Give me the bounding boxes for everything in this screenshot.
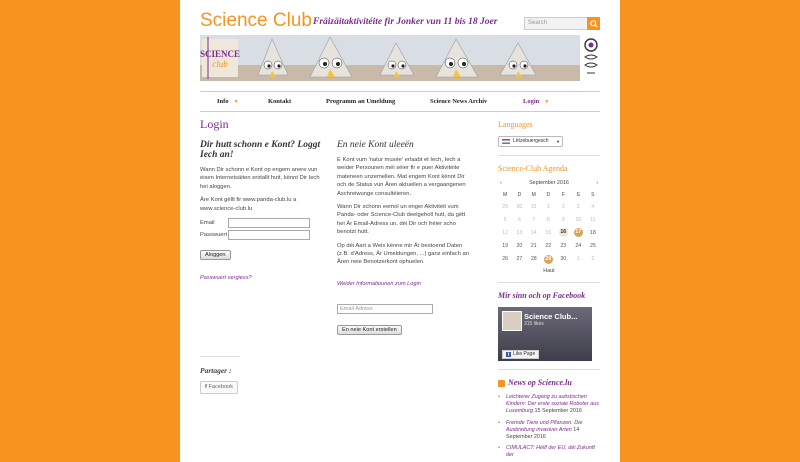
password-field[interactable] xyxy=(228,230,310,240)
calendar-month: September 2016 xyxy=(529,180,569,186)
calendar-day: 8 xyxy=(546,216,550,223)
news-link[interactable]: Leichterer Zugang zu autistischen Kindern: Der erste soziale Roboter aus Luxemburg xyxy=(506,393,599,415)
register-para-2: Wann Dir schonn eemol un enger Aktivitéit vum Panda- oder Science-Club deelgeholl hutt, da gëtt hei Är Email-Adress un, déi Dir och fréier scho benotzt hutt. xyxy=(337,204,466,236)
facebook-likes: 315 likes xyxy=(524,320,544,327)
news-link[interactable]: CIMULACT: Hëllf der EU, déi Zukunft der xyxy=(506,445,595,459)
calendar-week xyxy=(498,226,600,239)
register-para-1: E Kont vum 'natur musée' erlaabt et Iech, Iech a weider Persounen méi séier fir e puer Aktivitéite mateneen unzemellen. Mat engem Kont kënnt Dir och de Status vun Ären aktuellen a vergaangenen Aschreiwunge consultéieren. xyxy=(337,157,466,197)
facebook-like-button[interactable] xyxy=(502,350,539,359)
facebook-icon: f xyxy=(205,384,207,390)
news-item xyxy=(498,445,600,459)
divider xyxy=(200,356,240,357)
email-field[interactable] xyxy=(228,218,310,228)
languages-title: Languages xyxy=(498,120,533,129)
calendar-day: 2 xyxy=(591,256,595,263)
calendar-day: 14 xyxy=(530,229,537,236)
chevron-down-icon: ▼ xyxy=(233,100,239,105)
natur-musee-logo[interactable] xyxy=(582,35,600,81)
facebook-title: Mir sinn och op Facebook xyxy=(498,290,586,300)
agenda-title: Science-Club Agenda xyxy=(498,164,568,173)
calendar-week xyxy=(498,240,600,253)
login-section xyxy=(200,140,328,284)
calendar-header xyxy=(498,180,600,186)
nav-item-info[interactable] xyxy=(217,92,239,111)
nav-item-kontakt[interactable] xyxy=(268,92,291,111)
calendar-day: 30 xyxy=(516,203,523,210)
calendar-day: 28 xyxy=(530,256,537,263)
password-row xyxy=(200,230,328,242)
calendar-day: 22 xyxy=(545,243,552,250)
search-button[interactable] xyxy=(587,17,600,30)
facebook-page-thumbnail xyxy=(502,311,522,331)
nav-item-label: Kontakt xyxy=(268,98,292,105)
news-link[interactable]: Fremde Tiere und Pflanzen: Die Ausbreitung invasiver Arten xyxy=(506,419,583,433)
email-label: Email xyxy=(200,220,215,227)
facebook-widget[interactable] xyxy=(498,307,592,361)
like-label: Like Page xyxy=(513,350,536,357)
calendar-weekday: D xyxy=(517,191,522,198)
calendar-weekday: S xyxy=(576,191,580,198)
banner-image xyxy=(200,35,580,81)
facebook-icon: f xyxy=(507,351,510,357)
divider xyxy=(498,369,600,370)
calendar-day: 1 xyxy=(576,256,580,263)
more-info-link[interactable]: Weider Informatiounen zum Login xyxy=(337,280,421,287)
email-row xyxy=(200,218,328,230)
calendar-day: 23 xyxy=(560,243,567,250)
calendar-day: 3 xyxy=(576,203,580,210)
calendar-week xyxy=(498,213,600,226)
calendar-weekday: M xyxy=(503,191,508,198)
calendar-day: 11 xyxy=(590,216,596,223)
language-selected: Lëtzebuergesch xyxy=(513,138,549,144)
calendar-week xyxy=(498,253,600,266)
calendar-day: 26 xyxy=(502,256,509,263)
login-valid-note: Äre Kont gëllt fir www.panda-club.lu a www.science-club.lu xyxy=(200,197,297,212)
calendar-weekday: D xyxy=(546,191,551,198)
calendar-week xyxy=(498,200,600,213)
svg-text:SCIENCE: SCIENCE xyxy=(200,49,241,59)
calendar-day: 27 xyxy=(516,256,523,263)
news-list xyxy=(498,394,600,460)
calendar-weekday: M xyxy=(531,191,536,198)
share-facebook-label: Facebook xyxy=(208,384,234,390)
calendar-day: 2 xyxy=(561,203,565,210)
calendar-day: 31 xyxy=(530,203,537,210)
nav-item-login[interactable] xyxy=(523,92,549,111)
calendar-day: 20 xyxy=(516,243,523,250)
main-nav xyxy=(200,91,600,112)
news-title-label: News op Science.lu xyxy=(508,377,572,387)
news-item xyxy=(498,394,600,416)
calendar-day: 10 xyxy=(575,216,582,223)
calendar-day: 7 xyxy=(532,216,536,223)
forgot-password-link[interactable]: Passwuert vergiess? xyxy=(200,275,252,282)
create-account-button[interactable]: En neie Kont erstellen xyxy=(337,325,402,335)
calendar-day[interactable]: 29 xyxy=(545,255,552,262)
search-icon xyxy=(590,20,598,28)
register-para-3: Op déi Aart a Weis kënne mir Är bestoend Daten (z.B. d'Adress, Är Umeldungen, ...) ganz einfach an Ären neie Benotzerkont ophuelen. xyxy=(337,242,469,266)
register-section xyxy=(337,140,472,336)
share-title: Partager : xyxy=(200,366,232,375)
calendar-day[interactable]: 17 xyxy=(575,229,582,236)
nav-item-label: Info xyxy=(217,98,229,105)
header-banner xyxy=(200,35,580,81)
news-date: 15 September 2016 xyxy=(532,408,582,415)
flag-lu-icon xyxy=(502,139,510,144)
news-item xyxy=(498,420,600,442)
nav-item-programm[interactable] xyxy=(326,92,395,111)
nav-item-label: Login xyxy=(523,98,540,105)
search-input[interactable]: Search xyxy=(524,17,591,30)
calendar-weekday: S xyxy=(591,191,595,198)
calendar-day: 12 xyxy=(502,229,509,236)
calendar-day: 5 xyxy=(503,216,507,223)
divider xyxy=(498,155,600,156)
page-title: Login xyxy=(200,117,229,131)
facebook-page-name[interactable]: Science Club... xyxy=(524,311,578,321)
calendar-day: 13 xyxy=(516,229,523,236)
calendar-next-button[interactable]: › xyxy=(596,180,598,186)
calendar-day: 25 xyxy=(589,243,596,250)
chevron-down-icon: ▼ xyxy=(544,100,550,105)
calendar-day: 4 xyxy=(591,203,595,210)
calendar-day: 6 xyxy=(517,216,521,223)
login-heading: Dir hutt schonn e Kont? Loggt Iech an! xyxy=(200,140,321,160)
news-date: 14 September 2016 xyxy=(506,426,580,440)
password-label: Passwuert xyxy=(200,232,228,239)
calendar-day: 21 xyxy=(530,243,537,250)
calendar-prev-button[interactable]: ‹ xyxy=(500,180,502,186)
nav-item-label: Programm an Umeldung xyxy=(326,98,396,105)
calendar-day: 29 xyxy=(502,203,509,210)
news-title xyxy=(498,378,600,387)
sidebar xyxy=(498,120,600,462)
site-tagline: Fräizäitaktivitéite fir Jonker vun 11 bis 18 Joer xyxy=(313,17,498,27)
calendar-day: 9 xyxy=(561,216,565,223)
share-facebook-button[interactable] xyxy=(200,381,238,394)
calendar-day: 1 xyxy=(546,203,550,210)
calendar-day: 24 xyxy=(575,243,582,250)
calendar-grid xyxy=(498,189,600,266)
calendar-day: 16 xyxy=(560,229,567,236)
chevron-down-icon: ▼ xyxy=(556,139,560,144)
calendar-day: 30 xyxy=(560,256,567,263)
register-email-input[interactable]: Email Adress xyxy=(337,304,433,314)
calendar-today-link[interactable]: Haut xyxy=(543,267,555,274)
svg-text:club: club xyxy=(212,59,228,69)
nav-item-science-news[interactable] xyxy=(430,92,487,111)
page xyxy=(180,0,620,462)
login-intro: Wann Dir schonn e Kont op engem anere vun eisen Internetsäiten erstallt hutt, kënnt Dir Iech hei aloggen. xyxy=(200,167,320,190)
login-button[interactable]: Aloggen xyxy=(200,250,231,260)
rss-icon[interactable] xyxy=(498,380,505,387)
divider xyxy=(498,282,600,283)
register-heading: En neie Kont uleeën xyxy=(337,140,414,150)
calendar-weekday: F xyxy=(561,191,565,198)
calendar-day: 19 xyxy=(502,243,509,250)
calendar-day: 18 xyxy=(589,229,596,236)
language-select[interactable] xyxy=(498,136,563,147)
site-title[interactable]: Science Club xyxy=(200,10,312,31)
nav-item-label: Science News Archiv xyxy=(430,98,488,105)
calendar-day: 15 xyxy=(545,229,552,236)
